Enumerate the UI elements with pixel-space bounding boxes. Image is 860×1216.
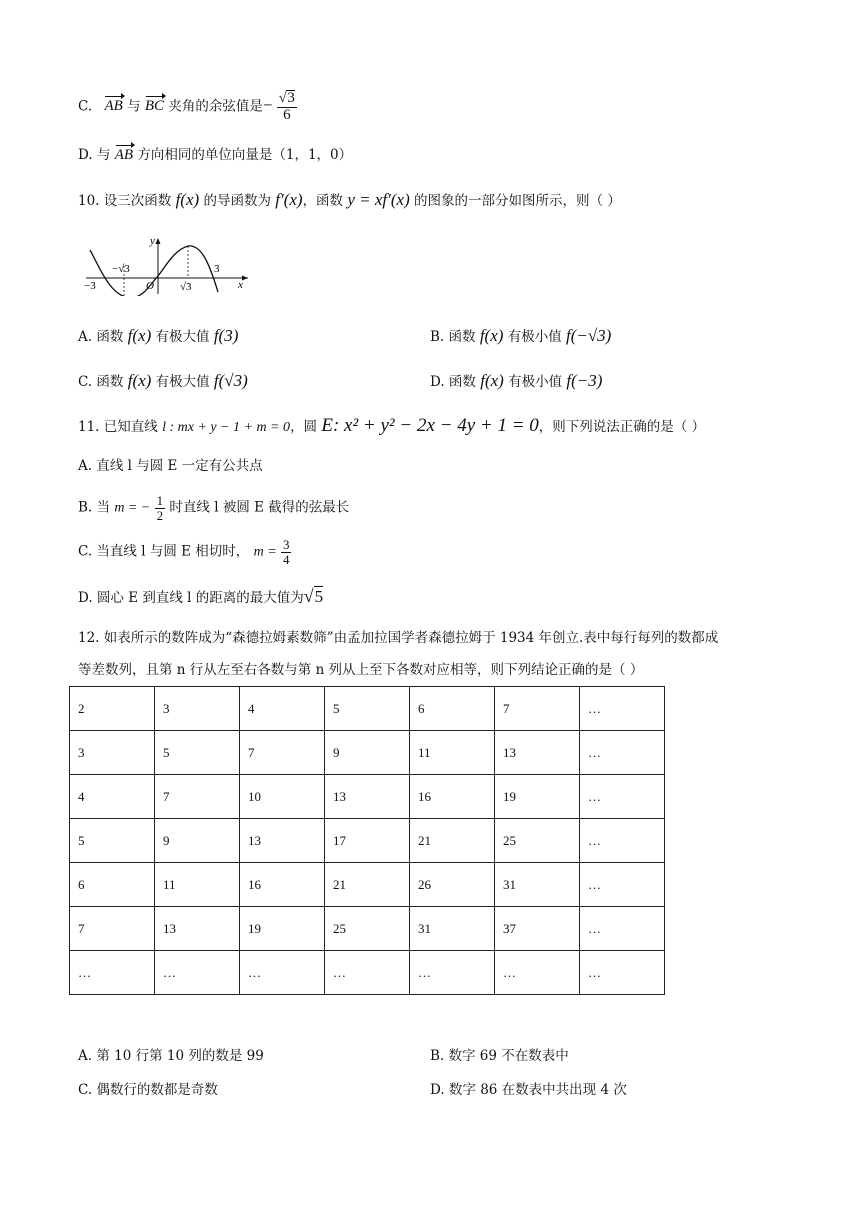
- q12-stem-line1: 12. 如表所示的数阵成为“森德拉姆素数筛”由孟加拉国学者森德拉姆于 1934 年创立.表中每行每列的数都成: [78, 630, 719, 646]
- q10-option-d: [430, 371, 602, 391]
- table-cell: 13: [240, 819, 325, 863]
- fraction: [155, 494, 166, 522]
- table-cell: 5: [325, 687, 410, 731]
- table-row: [70, 951, 665, 995]
- table-cell: 2: [70, 687, 155, 731]
- tick-neg-sqrt3: −√3: [112, 263, 130, 275]
- math-fprime: f′(x): [275, 190, 303, 209]
- text: 有极大值: [155, 374, 210, 390]
- table-cell: 37: [495, 907, 580, 951]
- math-fx: f(x): [479, 326, 504, 345]
- table-cell: 21: [325, 863, 410, 907]
- tick-neg3: −3: [84, 280, 96, 292]
- q11-option-a: A. 直线 l 与圆 E 一定有公共点: [78, 458, 263, 474]
- table-cell: 13: [325, 775, 410, 819]
- table-cell: 7: [70, 907, 155, 951]
- text: 的图象的一部分如图所示，则（ ）: [414, 193, 621, 209]
- y-label: y: [150, 235, 155, 247]
- math-fx: f(x): [127, 371, 152, 390]
- table-cell: 9: [325, 731, 410, 775]
- table-row: [70, 907, 665, 951]
- math-line-equation: l : mx + y − 1 + m = 0: [162, 420, 291, 435]
- text: 有极大值: [155, 329, 210, 345]
- math-value: f(−√3): [566, 326, 612, 345]
- y-axis-arrow: [156, 238, 161, 244]
- fraction: [281, 538, 292, 566]
- text: 与: [96, 147, 111, 163]
- q11-stem: [78, 415, 705, 438]
- table-cell: …: [495, 951, 580, 995]
- text: 11. 已知直线: [78, 419, 158, 435]
- math-fx: f(x): [175, 190, 200, 209]
- origin-label: O: [146, 280, 154, 292]
- table-cell: 13: [495, 731, 580, 775]
- vector-ab: AB: [104, 98, 123, 115]
- table-cell: …: [580, 775, 665, 819]
- math-m: m =: [253, 544, 277, 560]
- math-value: f(√3): [213, 371, 248, 390]
- table-cell: 16: [410, 775, 495, 819]
- table-cell: 13: [155, 907, 240, 951]
- math-y-expr: y = xf′(x): [347, 190, 410, 209]
- table-cell: 31: [410, 907, 495, 951]
- table-cell: 11: [155, 863, 240, 907]
- q12-option-c: C. 偶数行的数都是奇数: [78, 1082, 218, 1098]
- table-cell: …: [580, 863, 665, 907]
- denominator: 4: [282, 551, 290, 567]
- table-cell: …: [240, 951, 325, 995]
- text: B. 当: [78, 499, 111, 516]
- table-cell: …: [580, 951, 665, 995]
- numerator: 3: [287, 90, 295, 106]
- option-label: B. 函数: [430, 329, 476, 345]
- q11-option-c: [78, 538, 291, 566]
- text: C. 当直线 l 与圆 E 相切时，: [78, 543, 250, 560]
- x-label: x: [238, 279, 243, 291]
- math-circle-equation: E: x² + y² − 2x − 4y + 1 = 0: [321, 415, 539, 436]
- text: 的导函数为: [203, 193, 271, 209]
- option-label: C.: [78, 98, 93, 115]
- denominator: 2: [156, 507, 164, 523]
- text: 夹角的余弦值是: [168, 98, 263, 115]
- table-cell: …: [580, 907, 665, 951]
- q11-option-d: D. 圆心 E 到直线 l 的距离的最大值为√5: [78, 586, 324, 606]
- text: ，函数: [302, 193, 344, 209]
- denominator: 6: [283, 106, 291, 123]
- q10-stem: [78, 190, 621, 210]
- table-cell: 11: [410, 731, 495, 775]
- curve: [90, 246, 218, 296]
- tick-sqrt3: √3: [180, 281, 192, 293]
- q12-option-b: B. 数字 69 不在数表中: [430, 1048, 569, 1064]
- q9-option-d: [78, 146, 352, 164]
- table-cell: …: [580, 819, 665, 863]
- table-cell: 7: [155, 775, 240, 819]
- text: 有极小值: [507, 329, 562, 345]
- q11-option-b: [78, 494, 349, 522]
- text: 10. 设三次函数: [78, 193, 172, 209]
- table-cell: 5: [70, 819, 155, 863]
- tick-3: 3: [214, 263, 220, 275]
- option-label: C. 函数: [78, 374, 124, 390]
- text: 与: [127, 98, 141, 115]
- table-cell: 6: [70, 863, 155, 907]
- numerator: 1: [156, 493, 164, 508]
- option-label: D. 函数: [430, 374, 476, 390]
- table-cell: 19: [240, 907, 325, 951]
- table-row: [70, 687, 665, 731]
- table-cell: 5: [155, 731, 240, 775]
- table-cell: 3: [155, 687, 240, 731]
- text: 时直线 l 被圆 E 截得的弦最长: [169, 499, 350, 516]
- minus-sign: −: [262, 95, 273, 115]
- table-cell: 7: [495, 687, 580, 731]
- table-row: [70, 819, 665, 863]
- q9-option-c: [78, 90, 297, 124]
- table-cell: …: [410, 951, 495, 995]
- table-cell: 6: [410, 687, 495, 731]
- table-cell: 21: [410, 819, 495, 863]
- table-row: [70, 731, 665, 775]
- text: 有极小值: [508, 374, 563, 390]
- table-cell: 31: [495, 863, 580, 907]
- q12-option-a: A. 第 10 行第 10 列的数是 99: [78, 1048, 264, 1064]
- table-cell: …: [325, 951, 410, 995]
- table-cell: 7: [240, 731, 325, 775]
- q10-option-c: [78, 371, 248, 391]
- math-value: f(3): [213, 326, 239, 345]
- table-cell: 4: [70, 775, 155, 819]
- table-row: [70, 863, 665, 907]
- x-axis-arrow: [242, 276, 248, 281]
- table-cell: 25: [325, 907, 410, 951]
- option-label: A. 函数: [78, 329, 124, 345]
- fraction: $\frac{√3}{6}$: [278, 90, 295, 123]
- table-cell: …: [580, 731, 665, 775]
- table-cell: 4: [240, 687, 325, 731]
- vector-ab: AB: [114, 147, 134, 163]
- math-value: f(−3): [566, 371, 603, 390]
- table-row: [70, 775, 665, 819]
- table-cell: 16: [240, 863, 325, 907]
- q12-option-d: D. 数字 86 在数表中共出现 4 次: [430, 1082, 627, 1098]
- table-cell: 26: [410, 863, 495, 907]
- math-fx: f(x): [127, 326, 152, 345]
- text: 方向相同的单位向量是（1，1，0）: [137, 147, 353, 163]
- q10-option-a: [78, 326, 238, 346]
- vector-bc: BC: [144, 98, 165, 115]
- math-fx: f(x): [480, 371, 504, 390]
- function-graph: [82, 232, 252, 296]
- text: D. 圆心 E 到直线 l 的距离的最大值为: [78, 590, 304, 606]
- option-label: D.: [78, 147, 93, 163]
- table-cell: …: [70, 951, 155, 995]
- table-cell: 10: [240, 775, 325, 819]
- sundaram-sieve-table: [69, 686, 665, 995]
- math-sqrt-value: 5: [314, 587, 324, 606]
- text: ，圆: [290, 419, 318, 435]
- table-cell: 9: [155, 819, 240, 863]
- math-m: m = −: [114, 500, 151, 516]
- table-cell: …: [155, 951, 240, 995]
- table-cell: 19: [495, 775, 580, 819]
- q10-option-b: [430, 326, 611, 346]
- table-cell: 17: [325, 819, 410, 863]
- table-cell: …: [580, 687, 665, 731]
- text: ，则下列说法正确的是（ ）: [538, 419, 706, 435]
- table-cell: 25: [495, 819, 580, 863]
- q12-stem-line2: 等差数列，且第 n 行从左至右各数与第 n 列从上至下各数对应相等，则下列结论正确的是（ ）: [78, 662, 644, 678]
- numerator: 3: [282, 537, 290, 552]
- table-cell: 3: [70, 731, 155, 775]
